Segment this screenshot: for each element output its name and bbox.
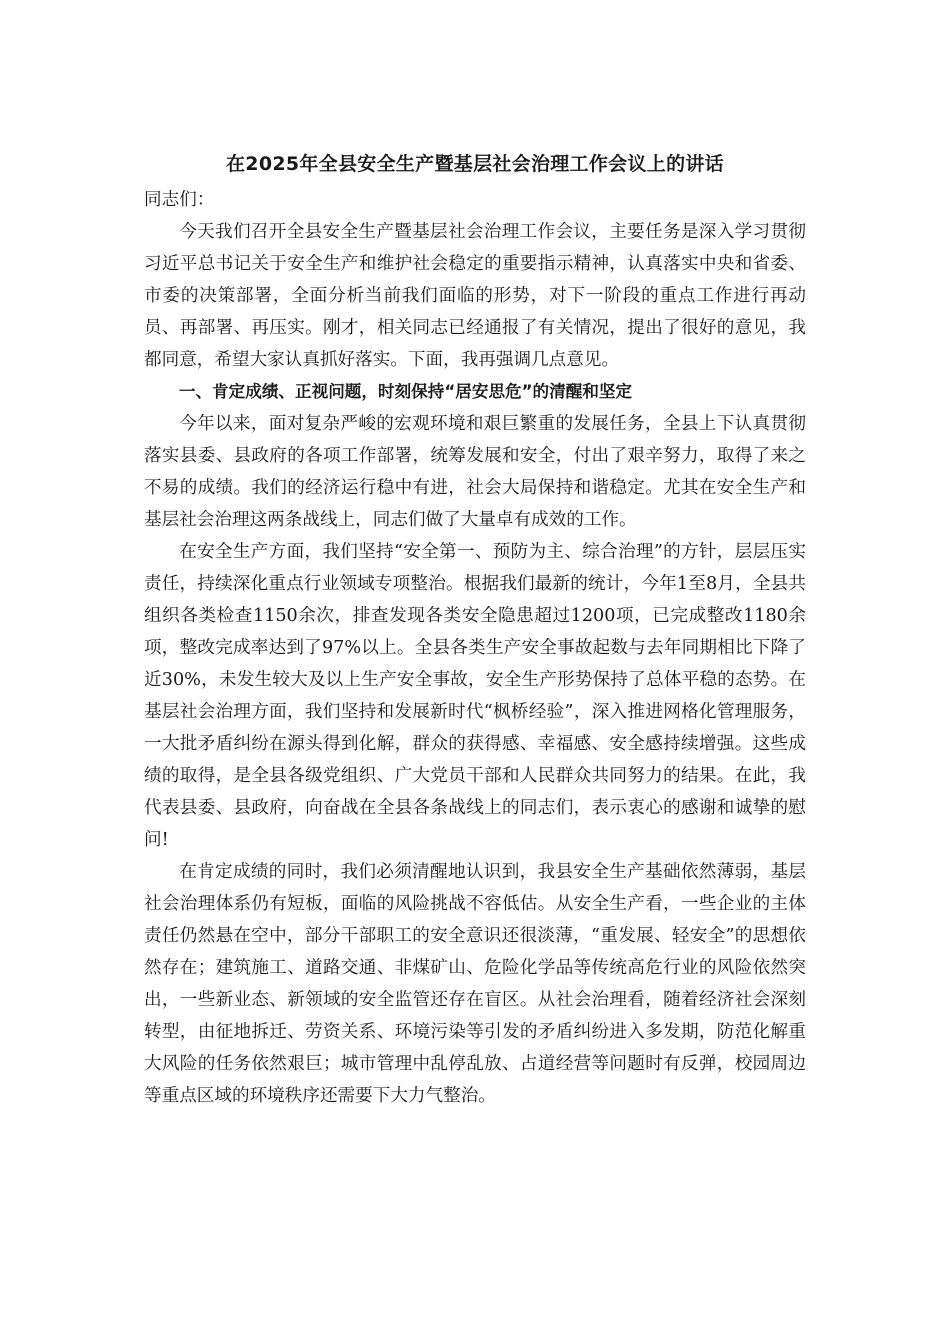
document-page — [144, 146, 806, 1112]
salutation: 同志们： — [144, 190, 215, 210]
section1-paragraph-1: 今年以来，面对复杂严峻的宏观环境和艰巨繁重的发展任务，全县上下认真贯彻落实县委、县政府的各项工作部署，统筹发展和安全，付出了艰辛努力，取得了来之不易的成绩。我们的经济运行稳中有进，社会大局保持和谐稳定。尤其在安全生产和基层社会治理这两条战线上，同志们做了大量卓有成效的工作。 — [144, 414, 806, 530]
section1-paragraph-2: 在安全生产方面，我们坚持“安全第一、预防为主、综合治理”的方针，层层压实责任，持续深化重点行业领域专项整治。根据我们最新的统计，今年1至8月，全县共组织各类检查1150余次，排查发现各类安全隐患超过1200项，已完成整改1180余项，整改完成率达到了97%以上。全县各类生产安全事故起数与去年同期相比下降了近30%，未发生较大及以上生产安全事故，安全生产形势保持了总体平稳的态势。在基层社会治理方面，我们坚持和发展新时代“枫桥经验”，深入推进网格化管理服务，一大批矛盾纠纷在源头得到化解，群众的获得感、幸福感、安全感持续增强。这些成绩的取得，是全县各级党组织、广大党员干部和人民群众共同努力的结果。在此，我代表县委、县政府，向奋战在全县各条战线上的同志们，表示衷心的感谢和诚挚的慰问! — [144, 542, 806, 850]
document-title: 在2025年全县安全生产暨基层社会治理工作会议上的讲话 — [226, 153, 724, 175]
section-heading-1: 一、肯定成绩、正视问题，时刻保持“居安思危”的清醒和坚定 — [178, 382, 633, 401]
intro-paragraph: 今天我们召开全县安全生产暨基层社会治理工作会议，主要任务是深入学习贯彻习近平总书记关于安全生产和维护社会稳定的重要指示精神，认真落实中央和省委、市委的决策部署，全面分析当前我们面临的形势，对下一阶段的重点工作进行再动员、再部署、再压实。刚才，相关同志已经通报了有关情况，提出了很好的意见，我都同意，希望大家认真抓好落实。下面，我再强调几点意见。 — [144, 222, 806, 370]
section1-paragraph-3: 在肯定成绩的同时，我们必须清醒地认识到，我县安全生产基础依然薄弱，基层社会治理体系仍有短板，面临的风险挑战不容低估。从安全生产看，一些企业的主体责任仍然悬在空中，部分干部职工的安全意识还很淡薄，“重发展、轻安全”的思想依然存在；建筑施工、道路交通、非煤矿山、危险化学品等传统高危行业的风险依然突出，一些新业态、新领域的安全监管还存在盲区。从社会治理看，随着经济社会深刻转型，由征地拆迁、劳资关系、环境污染等引发的矛盾纠纷进入多发期，防范化解重大风险的任务依然艰巨；城市管理中乱停乱放、占道经营等问题时有反弹，校园周边等重点区域的环境秩序还需要下大力气整治。 — [144, 862, 806, 1106]
